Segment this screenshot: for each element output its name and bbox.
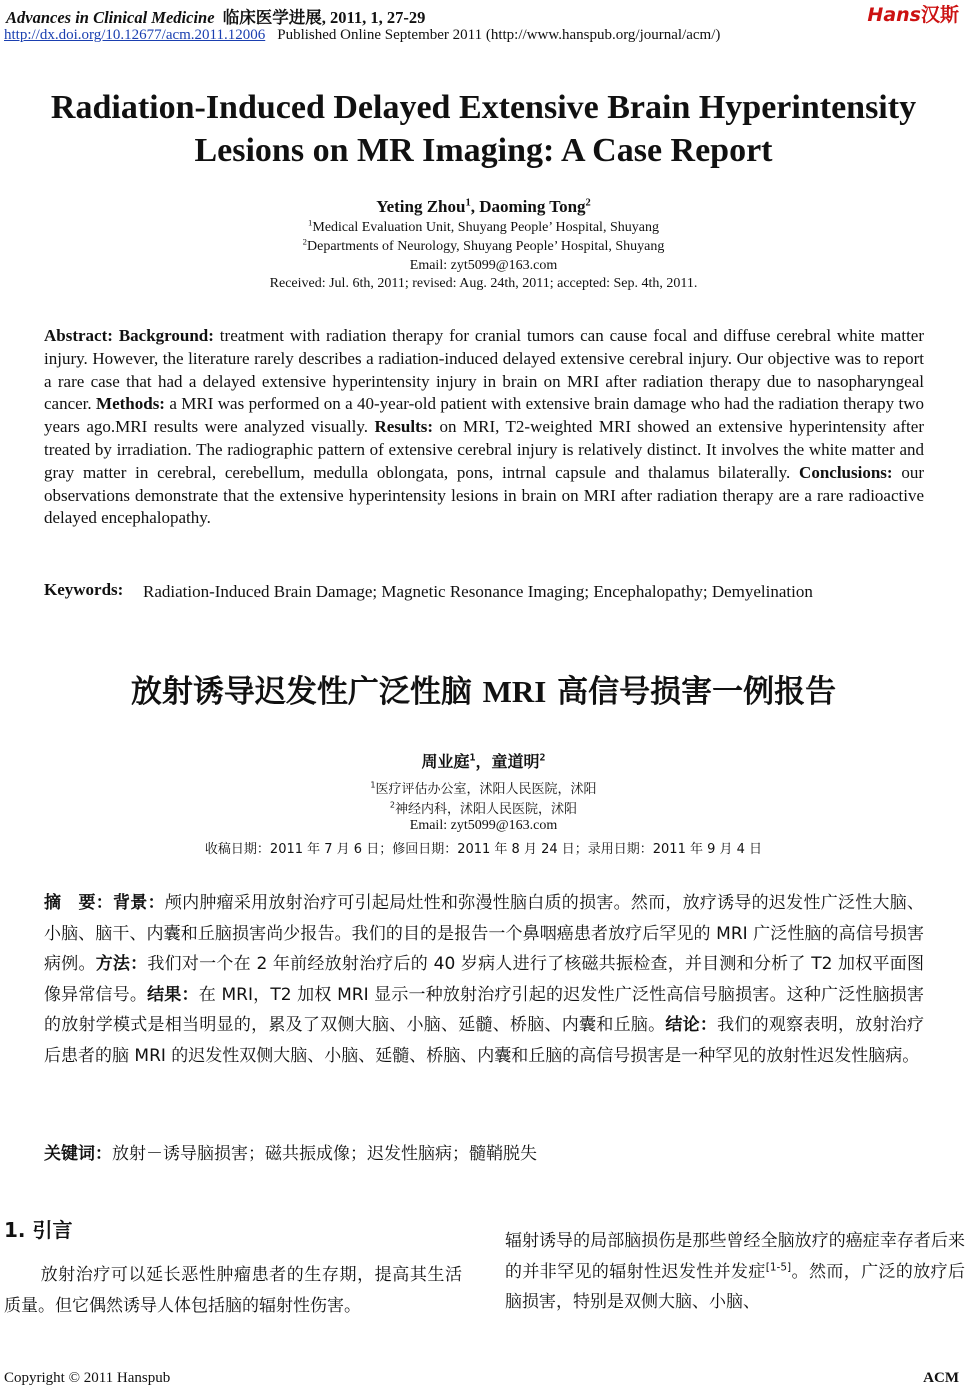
chinese-dates: 收稿日期：2011 年 7 月 6 日；修回日期：2011 年 8 月 24 日；录用日期：2011 年 9 月 4 日	[204, 842, 763, 857]
results-label: Results:	[374, 417, 434, 437]
conclusions-text: our observations demonstrate that the extensive hyperintensity lesions in brain on MRI after radiation therapy are a rare radioactive delayed encephalopathy.	[44, 462, 924, 528]
zh-author-2-sup: 2	[539, 752, 546, 764]
zh-methods-label: 方法：	[95, 954, 148, 974]
author-2-sup: 2	[585, 197, 591, 209]
logo-zh: 汉斯	[920, 4, 959, 26]
chinese-abstract	[44, 888, 924, 1071]
zh-methods-text: 我们对一个在 2 年前经放射治疗后的 40 岁病人进行了核磁共振检查，并目测和分析了 T2 加权平面图像异常信号。	[44, 954, 924, 1005]
aff-2-text: Departments of Neurology, Shuyang People’ Hospital, Shuyang	[307, 239, 665, 254]
aff-2-sup: 2	[302, 236, 307, 247]
chinese-email: Email: zyt5099@163.com	[409, 818, 558, 833]
journal-name: Advances in Clinical Medicine	[6, 8, 215, 27]
chinese-authors	[0, 749, 967, 772]
chinese-title	[0, 666, 967, 711]
zh-author-2: 童道明	[491, 752, 540, 771]
section-heading-introduction: 1. 引言	[4, 1218, 73, 1242]
chinese-title-part-a: 放射诱导迟发性广泛性脑	[130, 674, 483, 710]
author-1-sup: 1	[465, 197, 471, 209]
background-text: treatment with radiation therapy for cranial tumors can cause focal and diffuse cerebral white matter injury. However, the literature rarely describes a radiation-induced delayed extensive cerebral injury. Our objective was to report a rare case that had a delayed extensive hyperintensity injury in brain on MRI after radiation therapy due to nasopharyngeal cancer.	[44, 326, 925, 414]
journal-citation: , 2011, 1, 27-29	[321, 8, 426, 27]
english-title: Radiation-Induced Delayed Extensive Brain Hyperintensity Lesions on MR Imaging: A Case Report	[50, 89, 917, 169]
results-text: on MRI, T2-weighted MRI showed an extensive hyperintensity after treated by irradiation. The radiographic pattern of extensive cerebral injury is relatively distinct. It involves the white matter and gray matter in cerebral, cerebellum, medulla oblongata, pons, intrnal capsule and thalamus bilaterally.	[44, 417, 924, 482]
right-column-text-a: 辐射诱导的局部脑损伤是那些曾经全脑放疗的癌症幸存者后来的并非罕见的辐射性迟发性并发症	[505, 1231, 965, 1282]
zh-background-text: 颅内肿瘤采用放射治疗可引起局灶性和弥漫性脑白质的损害。然而，放疗诱导的迟发性广泛性大脑、小脑、脑干、内囊和丘脑损害尚少报告。我们的目的是报告一个鼻咽癌患者放疗后罕见的 MRI 广泛性脑的高信号损害病例。	[44, 893, 925, 974]
left-column-text: 放射治疗可以延长恶性肿瘤患者的生存期，提高其生活质量。但它偶然诱导人体包括脑的辐射性伤害。	[4, 1265, 462, 1316]
english-affiliation-1	[0, 217, 967, 236]
english-email: Email: zyt5099@163.com	[409, 258, 558, 273]
hans-logo	[867, 0, 959, 27]
journal-header	[6, 4, 425, 28]
body-left-column	[4, 1260, 462, 1321]
zh-aff-2-sup: 2	[389, 800, 396, 810]
zh-aff-2-text: 神经内科，沭阳人民医院，沭阳	[395, 802, 578, 817]
aff-1-sup: 1	[308, 217, 313, 228]
zh-keywords-label: 关键词：	[44, 1144, 112, 1164]
author-1: Yeting Zhou	[376, 197, 466, 216]
methods-text: a MRI was performed on a 40-year-old patient with extensive brain damage who had the radiation therapy two years ago.MRI results were analyzed visually.	[44, 394, 925, 437]
author-separator: ,	[470, 197, 480, 216]
zh-author-separator: ，	[475, 752, 492, 771]
conclusions-label: Conclusions:	[799, 462, 893, 482]
zh-abstract-label: 摘 要：	[44, 893, 114, 913]
zh-background-label: 背景：	[113, 893, 165, 913]
chinese-title-part-b: 高信号损害一例报告	[546, 674, 837, 710]
methods-label: Methods:	[96, 394, 165, 414]
author-2: Daoming Tong	[479, 197, 586, 216]
chinese-keywords	[44, 1139, 924, 1170]
citation-ref[interactable]: [1-5]	[765, 1260, 792, 1273]
published-online: Published Online September 2011 (http://www.hanspub.org/journal/acm/)	[277, 27, 721, 43]
body-right-column	[505, 1226, 965, 1318]
zh-author-1: 周业庭	[421, 752, 470, 771]
background-label: Background:	[118, 326, 214, 345]
zh-results-text: 在 MRI，T2 加权 MRI 显示一种放射治疗引起的迟发性广泛性高信号脑损害。这种广泛性脑损害的放射学模式是相当明显的，累及了双侧大脑、小脑、延髓、桥脑、内囊和丘脑。	[44, 984, 924, 1035]
zh-conclusions-text: 我们的观察表明，放射治疗后患者的脑 MRI 的迟发性双侧大脑、小脑、延髓、桥脑、内囊和丘脑的高信号损害是一种罕见的放射性迟发性脑病。	[44, 1015, 925, 1066]
zh-aff-1-sup: 1	[370, 780, 376, 790]
chinese-title-mri: MRI	[482, 674, 547, 709]
english-affiliation-2	[0, 236, 967, 255]
zh-results-label: 结果：	[147, 984, 199, 1005]
keywords-label: Keywords:	[44, 580, 124, 599]
zh-author-1-sup: 1	[469, 752, 476, 764]
keywords-text: Radiation-Induced Brain Damage; Magnetic Resonance Imaging; Encephalopathy; Demyelination	[143, 582, 813, 601]
english-abstract	[44, 325, 924, 530]
english-received-dates: Received: Jul. 6th, 2011; revised: Aug. 24th, 2011; accepted: Sep. 4th, 2011.	[269, 276, 698, 291]
logo-latin: Hans	[867, 4, 921, 26]
english-authors	[0, 197, 967, 217]
zh-keywords-text: 放射－诱导脑损害；磁共振成像；迟发性脑病；髓鞘脱失	[112, 1144, 537, 1164]
abstract-label: Abstract:	[44, 326, 113, 345]
doi-line	[4, 27, 720, 44]
doi-link[interactable]: http://dx.doi.org/10.12677/acm.2011.12006	[4, 27, 266, 43]
chinese-affiliation-2	[0, 798, 967, 817]
right-column-text-b: 。然而，广泛的放疗后脑损害，特别是双侧大脑、小脑、	[505, 1261, 966, 1312]
zh-aff-1-text: 医疗评估办公室，沭阳人民医院，沭阳	[375, 782, 597, 797]
chinese-affiliation-1	[0, 778, 967, 797]
journal-name-zh: 临床医学进展	[222, 8, 322, 27]
aff-1-text: Medical Evaluation Unit, Shuyang People’ Hospital, Shuyang	[312, 220, 659, 235]
zh-conclusions-label: 结论：	[665, 1015, 718, 1035]
footer-journal-abbr: ACM	[923, 1370, 959, 1386]
footer-copyright: Copyright © 2011 Hanspub	[4, 1370, 171, 1386]
